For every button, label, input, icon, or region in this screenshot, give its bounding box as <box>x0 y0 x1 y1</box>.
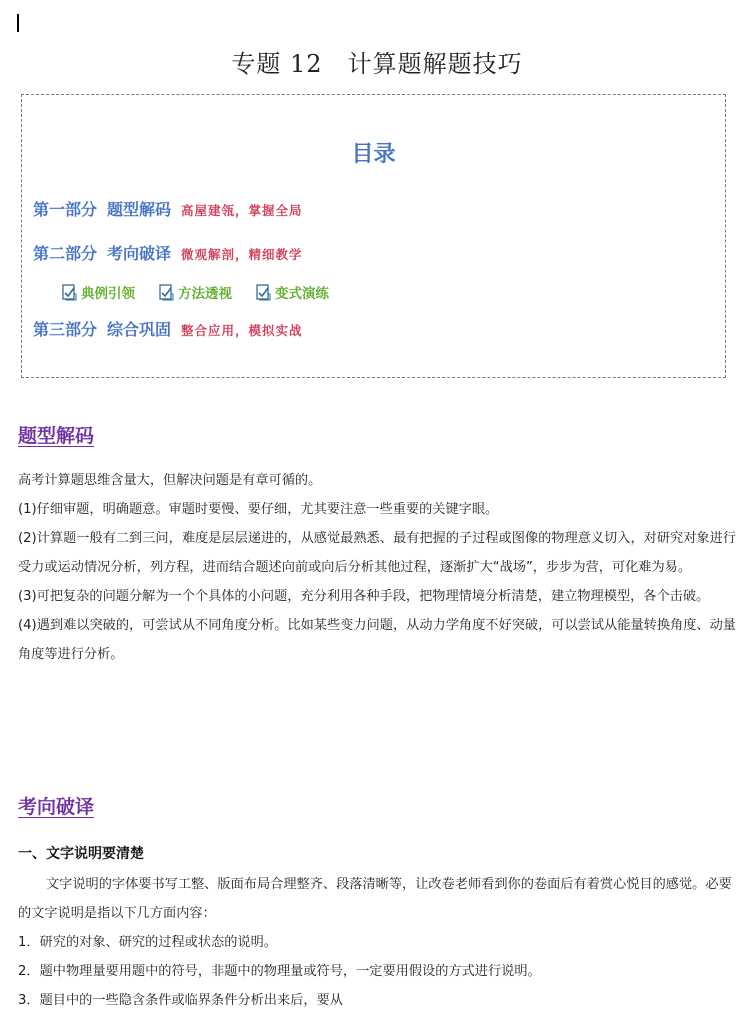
toc-part-label: 第三部分 <box>33 320 98 339</box>
paragraph: (1)仔细审题，明确题意。审题时要慢、要仔细，尤其要注意一些重要的关键字眼。 <box>18 502 499 517</box>
toc-part-1[interactable] <box>33 197 303 220</box>
toc-part-motto: 整合应用，模拟实战 <box>181 323 303 338</box>
doc-check-icon <box>256 284 271 301</box>
subsection-heading: 一、文字说明要清楚 <box>18 846 144 862</box>
toc-part-motto: 微观解剖，精细教学 <box>181 247 303 262</box>
doc-check-icon <box>159 284 174 301</box>
toc-subitem-3[interactable] <box>256 282 329 302</box>
section-heading-decipher: 考向破译 <box>18 796 95 818</box>
paragraph: (4)遇到难以突破的，可尝试从不同角度分析。比如某些变力问题，从动力学角度不好突破，可以尝试从能量转换角度、动量角度等进行分析。 <box>18 618 736 662</box>
list-item: 1．研究的对象、研究的过程或状态的说明。 <box>18 935 277 950</box>
toc-subitems <box>62 282 353 302</box>
paragraph: (2)计算题一般有二到三问，难度是层层递进的，从感觉最熟悉、最有把握的子过程或图像的物理意义切入，对研究对象进行受力或运动情况分析，列方程，进而结合题述向前或向后分析其他过程，逐渐扩大“战场”，步步为营，可化难为易。 <box>18 531 736 575</box>
toc-subitem-label: 方法透视 <box>178 286 232 302</box>
list-item: 3．题目中的一些隐含条件或临界条件分析出来后，要从 <box>18 993 343 1008</box>
list-item: 2．题中物理量要用题中的符号，非题中的物理量或符号，一定要用假设的方式进行说明。 <box>18 964 541 979</box>
document-title: 专题 12 计算题解题技巧 <box>231 50 523 78</box>
toc-part-motto: 高屋建瓴，掌握全局 <box>181 203 303 218</box>
text-cursor <box>17 14 19 32</box>
paragraph: 高考计算题思维含量大，但解决问题是有章可循的。 <box>18 473 322 488</box>
toc-subitem-2[interactable] <box>159 282 232 302</box>
table-of-contents <box>21 94 726 378</box>
section1-body <box>18 466 736 669</box>
section2-body <box>18 870 736 1015</box>
doc-check-icon <box>62 284 77 301</box>
toc-part-label: 第二部分 <box>33 244 98 263</box>
toc-subitem-label: 典例引领 <box>81 286 135 302</box>
section-heading-decode: 题型解码 <box>18 425 95 447</box>
toc-part-name: 考向破译 <box>107 244 172 263</box>
toc-subitem-label: 变式演练 <box>275 286 329 302</box>
toc-part-label: 第一部分 <box>33 200 98 219</box>
toc-subitem-1[interactable] <box>62 282 135 302</box>
toc-part-2[interactable] <box>33 241 303 264</box>
toc-heading: 目录 <box>351 142 396 167</box>
toc-part-name: 题型解码 <box>107 200 172 219</box>
paragraph: 文字说明的字体要书写工整、版面布局合理整齐、段落清晰等，让改卷老师看到你的卷面后有着赏心悦目的感觉。必要的文字说明是指以下几方面内容： <box>18 877 732 921</box>
toc-part-3[interactable] <box>33 317 303 340</box>
paragraph: (3)可把复杂的问题分解为一个个具体的小问题，充分利用各种手段，把物理情境分析清楚，建立物理模型，各个击破。 <box>18 589 710 604</box>
toc-part-name: 综合巩固 <box>107 320 172 339</box>
